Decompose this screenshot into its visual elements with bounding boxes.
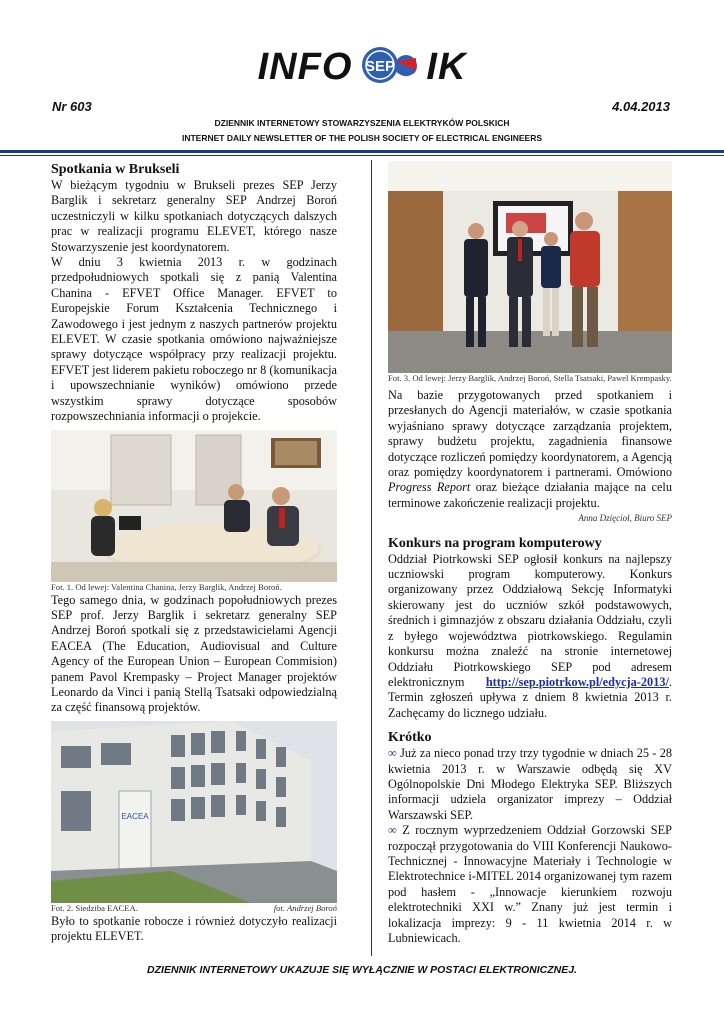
figure-caption: Fot. 2. Siedziba EACEA. [51, 902, 138, 913]
emblem-lettering: SEP [365, 58, 396, 75]
infinity-bullet-icon: ∞ [388, 823, 397, 838]
figure-caption: Fot. 1. Od lewej: Valentina Chanina, Jerzy Barglik, Andrzej Boroń. [51, 581, 282, 592]
article-paragraph [388, 388, 672, 511]
brief-item-text: Już za nieco ponad trzy trzy tygodnie w dniach 25 - 28 kwietnia 2013 r. w Warszawie odbędą się XV Ogólnopolskie Dni Młodego Elektryka SEP. Bliższych informacji udziela organizator imprezy – Oddział Warszawski SEP. [388, 746, 672, 822]
column-divider [371, 160, 372, 956]
paragraph-part: Na bazie przygotowanych przed spotkaniem i przesłanych do Agencji materiałów, w czasie spotkania wyjaśniano sprawy dotyczące zarządzania projektem, sprawy budżetu projektu, zagadnienia finansowe dotyczące rozliczeń pomiędzy koordynatorem, a Agencją oraz pomiędzy koordynatorem i partnerami. Omówiono [388, 388, 672, 480]
article-title-brussels: Spotkania w Brukseli [51, 162, 180, 177]
sep-emblem-icon [358, 44, 420, 90]
paragraph-part: oraz bieżące działania mające na celu terminowe zakończenie realizacji projektu. [388, 480, 672, 510]
issue-date: 4.04.2013 [612, 99, 670, 114]
article-title-contest: Konkurs na program komputerowy [388, 535, 602, 551]
header-rule [0, 150, 724, 153]
article-paragraph: W dniu 3 kwietnia 2013 r. w godzinach przedpołudniowych spotkali się z panią Valentina Chanina - EFVET Office Manager. EFVET to Europejskie Forum Kształcenia Technicznego i Zawodowego i jest jednym z naszych partnerów projektu ELEVET. W czasie spotkania omówiono najważniejsze sprawy dotyczące współpracy przy realizacji projektu. EFVET jest liderem pakietu roboczego nr 8 (komunikacja i upowszechnianie wyników) omówiono przede wszystkim sprawy dotyczące sposobów rozpowszechniania informacji o projekcie. [51, 255, 337, 424]
article-title-briefly: Krótko [388, 730, 432, 746]
author-signature: Anna Dzięcioł, Biuro SEP [578, 513, 672, 524]
article-paragraph: Było to spotkanie robocze i również dotyczyło realizacji projektu ELEVET. [51, 913, 337, 944]
photo-meeting-room [51, 430, 337, 582]
footer-notice: DZIENNIK INTERNETOWY UKAZUJE SIĘ WYŁĄCZNIE W POSTACI ELEKTRONICZNEJ. [147, 964, 577, 976]
photo-credit: fot. Andrzej Boroń [273, 902, 337, 913]
infinity-bullet-icon: ∞ [388, 746, 397, 761]
logo-text-right: IK [426, 45, 467, 88]
eacea-sign-text: EACEA [121, 811, 149, 821]
photo-group-eacea [388, 161, 672, 373]
header-rule-thin [0, 155, 724, 156]
article-paragraph [388, 552, 672, 721]
figure-caption-row [51, 903, 337, 914]
logo-text-left: INFO [257, 45, 353, 88]
article-paragraph: W bieżącym tygodniu w Brukseli prezes SEP Jerzy Barglik i sekretarz generalny SEP Andrzej Boroń uczestniczyli w kilku spotkaniach dotyczących dalszych prac w realizacji programu ELEVET, którego nasze Stowarzyszenie jest koordynatorem. [51, 178, 337, 254]
brief-item-text: Z rocznym wyprzedzeniem Oddział Gorzowski SEP rozpoczął przygotowania do VIII Konferencji Naukowo-Technicznej - Innowacyjne Materiały i Technologie w Elektrotechnice i-MITEL 2014 organizowanej tym razem pod hasłem - „Innowacje kierunkiem rozwoju elektrotechniki XXI w.” Znany już jest termin i lokalizacja imprezy: 9 - 11 kwietnia 2014 r. w Lubniewicach. [388, 823, 672, 945]
subtitle-english: INTERNET DAILY NEWSLETTER OF THE POLISH SOCIETY OF ELECTRICAL ENGINEERS [181, 133, 543, 143]
contest-link[interactable]: http://sep.piotrkow.pl/edycja-2013/ [485, 674, 669, 689]
left-column [51, 161, 337, 945]
photo-eacea-building [51, 721, 337, 903]
issue-number: Nr 603 [52, 99, 92, 114]
subtitle-polish: DZIENNIK INTERNETOWY STOWARZYSZENIA ELEKTRYKÓW POLSKICH [214, 118, 510, 128]
figure-caption: Fot. 3. Od lewej: Jerzy Barglik, Andrzej Boroń, Stella Tsatsaki, Pawel Krempasky. [388, 373, 672, 383]
article-paragraph: Tego samego dnia, w godzinach popołudniowych prezes SEP prof. Jerzy Barglik i sekretarz generalny SEP Andrzej Boroń spotkali się z przedstawicielami Agencji EACEA (The Education, Audiovisual and Culture Agency of the European Union – European Commision) panem Pavol Krempasky – Project Manager projektów Leonardo da Vinci i panią Stellą Tsatsaki odpowiedzialną za część finansową projektów. [51, 592, 337, 715]
paragraph-part: Oddział Piotrkowski SEP ogłosił konkurs na najlepszy uczniowski program komputerowy. Konkurs organizowany przez Oddziałową Sekcję Informatyki skierowany jest do uczniów szkół podstawowych, średnich i gimnazjów z obszaru działania Oddziału, czyli z byłego województwa piotrkowskiego. Regulamin konkursu można znaleźć na stronie internetowej Oddziału Piotrkowskiego SEP pod adresem elektronicznym [388, 551, 672, 689]
progress-report-term: Progress Report [388, 480, 471, 495]
brief-item [388, 746, 672, 823]
right-column [388, 161, 672, 946]
paragraph-part: . Termin zgłoszeń upływa z dniem 8 kwietnia 2013 r. Zachęcamy do licznego udziału. [388, 674, 672, 720]
brief-item [388, 823, 672, 946]
masthead-logo [0, 44, 724, 90]
